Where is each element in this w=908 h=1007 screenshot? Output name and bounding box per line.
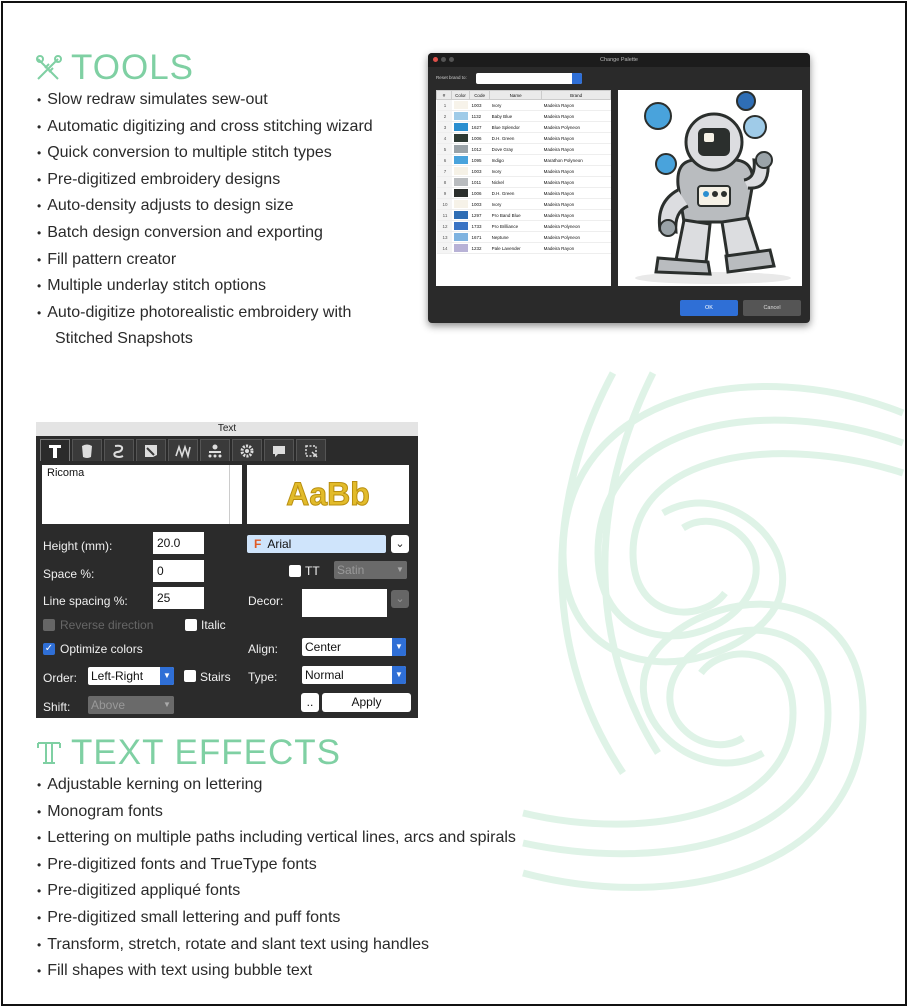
row-number: 6	[437, 155, 452, 166]
brand-cell: Madeira Rayon	[542, 100, 611, 111]
color-swatch-cell	[452, 210, 470, 221]
code-cell: 1012	[470, 144, 490, 155]
decor-dropdown-button[interactable]	[391, 590, 409, 608]
list-item: • Auto-digitize photorealistic embroidery with	[37, 300, 373, 327]
astronaut-design-preview	[618, 90, 802, 286]
fill-icon[interactable]	[136, 439, 166, 461]
window-controls	[433, 57, 454, 62]
order-value: Left-Right	[91, 669, 144, 683]
name-cell: Pro Band Blue	[490, 210, 542, 221]
line-spacing-input[interactable]: 25	[153, 587, 204, 609]
code-cell: 1132	[470, 111, 490, 122]
order-label: Order:	[43, 671, 78, 685]
column-header: Name	[490, 91, 542, 100]
type-value: Normal	[305, 668, 344, 682]
color-swatch-cell	[452, 177, 470, 188]
font-value: Arial	[267, 537, 292, 551]
settings-icon[interactable]	[232, 439, 262, 461]
color-swatch-cell	[452, 133, 470, 144]
name-cell: Baby Blue	[490, 111, 542, 122]
list-item: • Transform, stretch, rotate and slant text using handles	[37, 932, 516, 959]
brand-cell: Madeira Rayon	[542, 144, 611, 155]
align-value: Center	[305, 640, 342, 654]
minimize-window-button[interactable]	[441, 57, 446, 62]
optimize-colors-checkbox[interactable]: ✓	[44, 643, 54, 654]
font-preview-text: AaBb	[286, 476, 370, 512]
cancel-button[interactable]: Cancel	[743, 300, 801, 316]
color-swatch-cell	[452, 221, 470, 232]
row-number: 12	[437, 221, 452, 232]
brand-cell: Madeira Polyneon	[542, 122, 611, 133]
list-item: • Automatic digitizing and cross stitching wizard	[37, 114, 373, 141]
italic-checkbox[interactable]	[185, 619, 197, 631]
text-effects-heading	[35, 733, 341, 773]
brand-cell: Madeira Rayon	[542, 111, 611, 122]
chevron-down-icon: ▼	[392, 666, 406, 684]
more-options-button[interactable]: ..	[301, 693, 319, 712]
table-row[interactable]	[437, 133, 611, 144]
row-number: 11	[437, 210, 452, 221]
color-swatch-cell	[452, 199, 470, 210]
list-item: • Pre-digitized small lettering and puff fonts	[37, 905, 516, 932]
chevron-down-icon	[572, 73, 582, 84]
tools-list	[37, 87, 373, 353]
stairs-label: Stairs	[200, 670, 231, 684]
height-input[interactable]: 20.0	[153, 532, 204, 554]
font-preview	[247, 465, 409, 524]
truetype-label: TT	[305, 564, 320, 578]
table-row[interactable]	[437, 111, 611, 122]
table-row[interactable]	[437, 232, 611, 243]
letters-icon[interactable]	[168, 439, 198, 461]
code-cell: 1627	[470, 122, 490, 133]
text-t-icon	[35, 739, 63, 767]
code-cell: 1003	[470, 166, 490, 177]
space-input[interactable]: 0	[153, 560, 204, 582]
scissors-ruler-icon	[35, 54, 63, 82]
type-select[interactable]	[302, 666, 406, 684]
crop-icon[interactable]	[296, 439, 326, 461]
font-select[interactable]	[247, 535, 386, 553]
color-swatch	[454, 101, 468, 109]
type-label: Type:	[248, 670, 278, 684]
list-item: • Pre-digitized embroidery designs	[37, 167, 373, 194]
name-cell: Blue Splendor	[490, 122, 542, 133]
code-cell: 1006	[470, 133, 490, 144]
table-row[interactable]	[437, 243, 611, 254]
row-number: 2	[437, 111, 452, 122]
chevron-down-icon: ⌄	[395, 593, 405, 605]
brand-cell: Madeira Rayon	[542, 133, 611, 144]
list-item-continuation: Stitched Snapshots	[55, 330, 193, 348]
brand-cell: Madeira Polyneon	[542, 232, 611, 243]
color-swatch	[454, 145, 468, 153]
font-dropdown-button[interactable]	[391, 535, 409, 553]
row-number: 7	[437, 166, 452, 177]
close-window-button[interactable]	[433, 57, 438, 62]
shift-value: Above	[91, 698, 126, 712]
list-item: • Fill shapes with text using bubble text	[37, 958, 516, 985]
table-row[interactable]	[437, 122, 611, 133]
color-swatch-cell	[452, 122, 470, 133]
reverse-direction-label: Reverse direction	[60, 618, 154, 632]
chevron-down-icon: ▼	[160, 667, 174, 685]
stitch-type-value: Satin	[337, 563, 365, 577]
color-swatch-cell	[452, 111, 470, 122]
text-panel-title: Text	[36, 422, 418, 436]
background-logo-watermark	[503, 353, 907, 893]
space-label: Space %:	[43, 567, 95, 581]
table-row[interactable]	[437, 188, 611, 199]
list-item: • Pre-digitized appliqué fonts	[37, 878, 516, 905]
stitch-type-select[interactable]	[334, 561, 407, 579]
name-cell: Pale Lavender	[490, 243, 542, 254]
text-effects-list	[37, 772, 516, 985]
color-swatch	[454, 211, 468, 219]
color-swatch-cell	[452, 166, 470, 177]
shift-label: Shift:	[43, 700, 71, 714]
brand-cell: Madeira Rayon	[542, 243, 611, 254]
name-cell: Indigo	[490, 155, 542, 166]
code-cell: 1232	[470, 243, 490, 254]
line-spacing-label: Line spacing %:	[43, 594, 128, 608]
decor-field[interactable]	[302, 589, 387, 617]
list-item: • Auto-density adjusts to design size	[37, 193, 373, 220]
align-select[interactable]	[302, 638, 406, 656]
palette-table	[436, 90, 611, 286]
apply-button[interactable]: Apply	[322, 693, 411, 712]
tools-heading-text: TOOLS	[71, 48, 195, 87]
name-cell: Dove Gray	[490, 144, 542, 155]
row-number: 14	[437, 243, 452, 254]
chevron-down-icon: ▼	[160, 696, 174, 714]
italic-label: Italic	[201, 618, 226, 632]
row-number: 10	[437, 199, 452, 210]
ok-button[interactable]: OK	[680, 300, 738, 316]
truetype-checkbox[interactable]	[289, 565, 301, 577]
tools-heading	[35, 48, 194, 88]
decor-label: Decor:	[248, 594, 284, 608]
brand-cell: Madeira Rayon	[542, 210, 611, 221]
path-icon[interactable]	[104, 439, 134, 461]
code-cell: 1011	[470, 177, 490, 188]
name-cell: D.H. Green	[490, 133, 542, 144]
table-row[interactable]	[437, 155, 611, 166]
brand-cell: Madeira Rayon	[542, 177, 611, 188]
code-cell: 1006	[470, 188, 490, 199]
color-swatch	[454, 167, 468, 175]
code-cell: 1733	[470, 221, 490, 232]
list-item: • Quick conversion to multiple stitch types	[37, 140, 373, 167]
brand-cell: Madeira Polyneon	[542, 221, 611, 232]
row-number: 8	[437, 177, 452, 188]
palette-title: Change Palette	[600, 57, 638, 63]
name-cell: Nickel	[490, 177, 542, 188]
chevron-down-icon: ▼	[393, 561, 407, 579]
list-item: • Batch design conversion and exporting	[37, 220, 373, 247]
chevron-down-icon: ⌄	[395, 538, 405, 550]
code-cell: 1671	[470, 232, 490, 243]
text-effects-heading-text: TEXT EFFECTS	[71, 733, 341, 772]
table-row[interactable]	[437, 210, 611, 221]
color-swatch	[454, 222, 468, 230]
color-swatch	[454, 134, 468, 142]
name-cell: Ivory	[490, 100, 542, 111]
text-properties-panel	[36, 422, 418, 718]
reset-brand-select[interactable]	[476, 73, 582, 84]
row-number: 13	[437, 232, 452, 243]
color-swatch	[454, 233, 468, 241]
list-item: • Pre-digitized fonts and TrueType fonts	[37, 852, 516, 879]
column-header: Color	[452, 91, 470, 100]
chevron-down-icon: ▼	[392, 638, 406, 656]
code-cell: 1297	[470, 210, 490, 221]
color-swatch-cell	[452, 144, 470, 155]
code-cell: 1095	[470, 155, 490, 166]
order-select[interactable]	[88, 667, 174, 685]
row-number: 9	[437, 188, 452, 199]
brand-cell: Madeira Rayon	[542, 188, 611, 199]
code-cell: 1003	[470, 100, 490, 111]
stairs-checkbox[interactable]	[184, 670, 196, 682]
text-panel-tabs	[40, 439, 328, 461]
list-item: • Fill pattern creator	[37, 247, 373, 274]
brand-cell: Madeira Rayon	[542, 166, 611, 177]
column-header: Code	[470, 91, 490, 100]
color-swatch-cell	[452, 243, 470, 254]
palette-table-body	[437, 100, 611, 254]
row-number: 5	[437, 144, 452, 155]
table-row[interactable]	[437, 166, 611, 177]
name-cell: Pro Brilliance	[490, 221, 542, 232]
reverse-direction-checkbox[interactable]	[43, 619, 55, 631]
color-swatch-cell	[452, 232, 470, 243]
underlay-icon[interactable]	[200, 439, 230, 461]
name-cell: Neptune	[490, 232, 542, 243]
astronaut-illustration	[618, 90, 802, 286]
brand-cell: Madeira Rayon	[542, 199, 611, 210]
table-row[interactable]	[437, 100, 611, 111]
column-header: Brand	[542, 91, 611, 100]
change-palette-dialog	[428, 53, 810, 323]
list-item: • Adjustable kerning on lettering	[37, 772, 516, 799]
table-row[interactable]	[437, 177, 611, 188]
color-swatch	[454, 156, 468, 164]
color-swatch	[454, 123, 468, 131]
name-cell: Ivory	[490, 199, 542, 210]
optimize-colors-label: Optimize colors	[60, 642, 143, 656]
column-header: #	[437, 91, 452, 100]
color-swatch	[454, 189, 468, 197]
comment-icon[interactable]	[264, 439, 294, 461]
brand-cell: Marathon Polyneon	[542, 155, 611, 166]
text-input-area[interactable]: Ricoma	[42, 465, 242, 524]
height-label: Height (mm):	[43, 539, 113, 553]
zoom-window-button[interactable]	[449, 57, 454, 62]
row-number: 1	[437, 100, 452, 111]
name-cell: Ivory	[490, 166, 542, 177]
text-tool-icon[interactable]	[40, 439, 70, 461]
table-row[interactable]	[437, 144, 611, 155]
list-item: • Multiple underlay stitch options	[37, 273, 373, 300]
name-cell: D.H. Green	[490, 188, 542, 199]
palette-title-bar	[428, 53, 810, 67]
color-swatch-cell	[452, 100, 470, 111]
table-row[interactable]	[437, 221, 611, 232]
row-number: 3	[437, 122, 452, 133]
color-swatch	[454, 178, 468, 186]
color-swatch	[454, 244, 468, 252]
color-swatch-cell	[452, 155, 470, 166]
list-item: • Slow redraw simulates sew-out	[37, 87, 373, 114]
page-frame	[1, 1, 907, 1006]
font-type-badge: F	[254, 537, 262, 551]
align-label: Align:	[248, 642, 279, 656]
code-cell: 1003	[470, 199, 490, 210]
reset-brand-label: Reset brand to:	[436, 75, 467, 80]
list-item: • Monogram fonts	[37, 799, 516, 826]
color-swatch-cell	[452, 188, 470, 199]
shift-select[interactable]	[88, 696, 174, 714]
color-swatch	[454, 112, 468, 120]
color-swatch	[454, 200, 468, 208]
table-row[interactable]	[437, 199, 611, 210]
list-item: • Lettering on multiple paths including vertical lines, arcs and spirals	[37, 825, 516, 852]
shape-icon[interactable]	[72, 439, 102, 461]
row-number: 4	[437, 133, 452, 144]
